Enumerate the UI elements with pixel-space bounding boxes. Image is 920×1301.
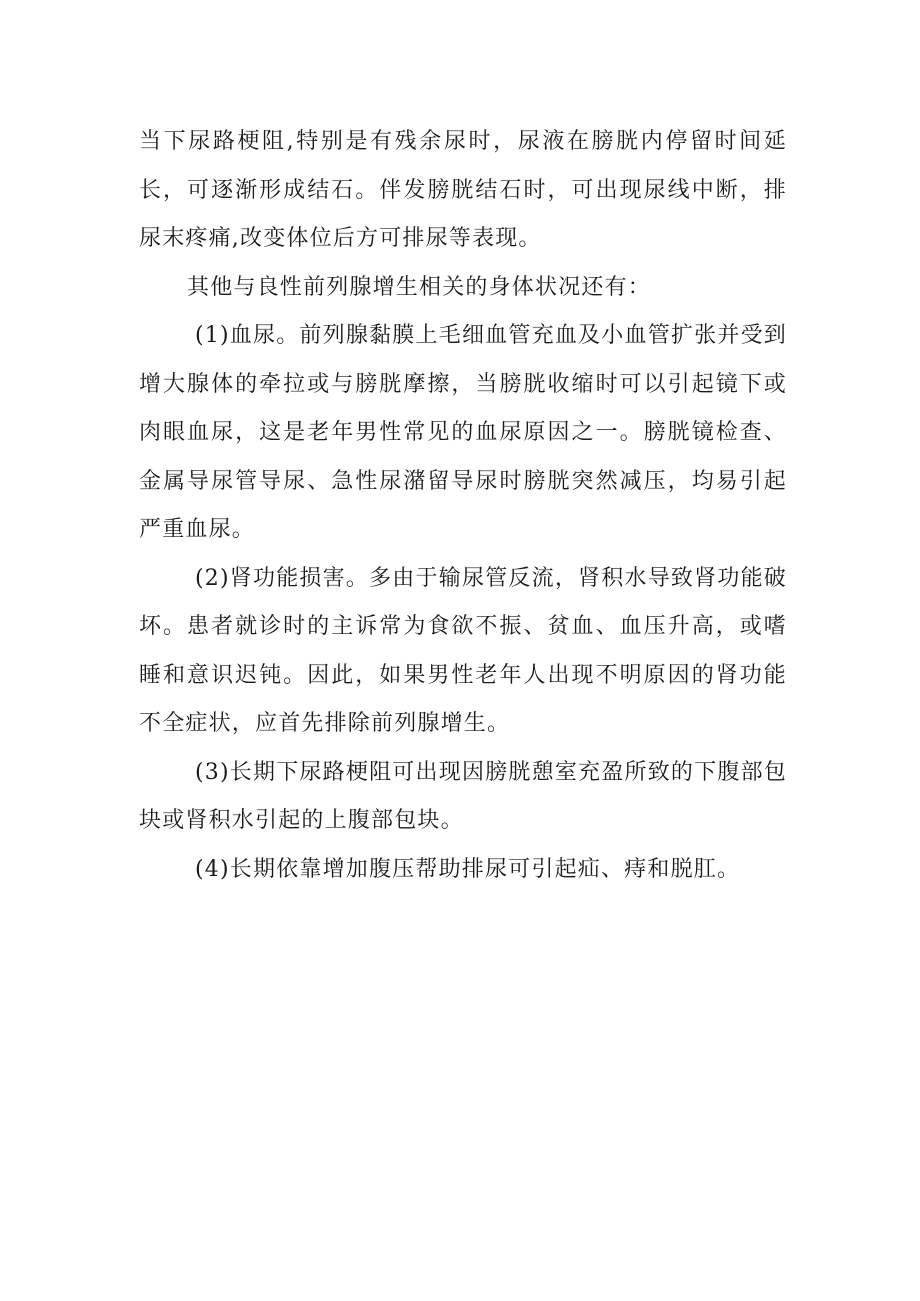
paragraph-bladder-stones: 当下尿路梗阻,特别是有残余尿时，尿液在膀胱内停留时间延长，可逐渐形成结石。伴发膀胱结石时，可出现尿线中断，排尿末疼痛,改变体位后方可排尿等表现。 (139, 129, 787, 251)
paragraph-hernia-hemorrhoids: (4)长期依靠增加腹压帮助排尿可引起疝、痔和脱肛。 (195, 856, 741, 882)
document-body (139, 118, 787, 894)
paragraph-hematuria: (1)血尿。前列腺黏膜上毛细血管充血及小血管扩张并受到增大腺体的牵拉或与膀胱摩擦，当膀胱收缩时可以引起镜下或肉眼血尿，这是老年男性常见的血尿原因之一。膀胱镜检查、金属导尿管导尿、急性尿潴留导尿时膀胱突然减压，均易引起严重血尿。 (139, 323, 787, 542)
paragraph-abdominal-mass: (3)长期下尿路梗阻可出现因膀胱憩室充盈所致的下腹部包块或肾积水引起的上腹部包块。 (139, 759, 787, 833)
paragraph-renal-impairment: (2)肾功能损害。多由于输尿管反流，肾积水导致肾功能破坏。患者就诊时的主诉常为食欲不振、贫血、血压升高，或嗜睡和意识迟钝。因此，如果男性老年人出现不明原因的肾功能不全症状，应首先排除前列腺增生。 (139, 565, 787, 736)
paragraph-related-conditions-intro: 其他与良性前列腺增生相关的身体状况还有： (187, 274, 652, 300)
